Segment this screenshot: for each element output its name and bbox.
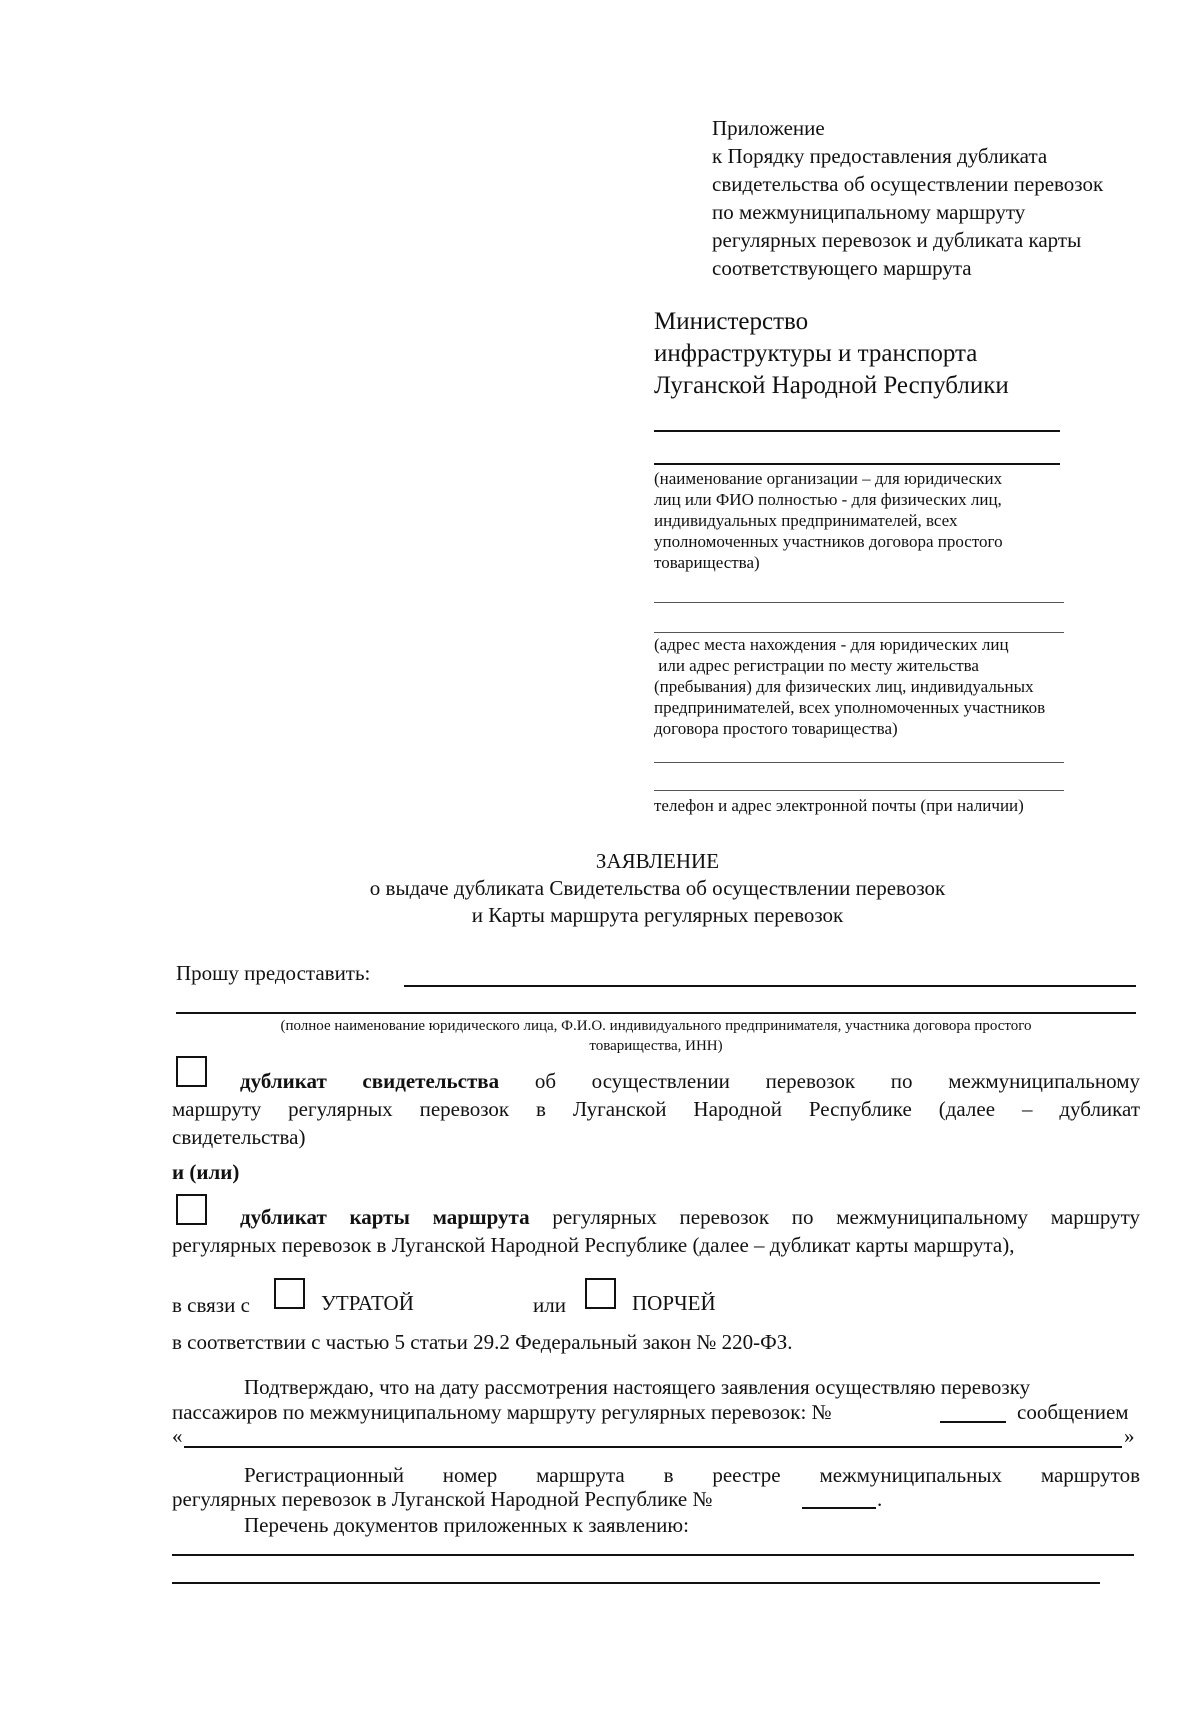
request-hint-line: (полное наименование юридического лица, Ф.И.О. индивидуального предпринимателя, участника договора простого	[280, 1018, 1032, 1034]
route-message-field[interactable]	[184, 1446, 1122, 1448]
statement-subtitle-line: о выдаче дубликата Свидетельства об осуществлении перевозок	[369, 876, 946, 900]
address-hint-line: (пребывания) для физических лиц, индивидуальных	[654, 677, 1034, 696]
annex-line: соответствующего маршрута	[712, 256, 972, 280]
annex-line: свидетельства об осуществлении перевозок	[712, 172, 1104, 196]
org-hint-line: индивидуальных предпринимателей, всех	[654, 511, 958, 530]
ministry-line: Луганской Народной Республики	[654, 372, 1009, 399]
address-line-2[interactable]	[654, 632, 1064, 633]
reg-line2-a: регулярных перевозок в Луганской Народной Республике №	[172, 1487, 713, 1511]
address-hint	[654, 634, 1045, 739]
org-hint	[654, 468, 1003, 573]
contact-hint: телефон и адрес электронной почты (при наличии)	[654, 796, 1024, 815]
annex-line: к Порядку предоставления дубликата	[712, 144, 1048, 168]
request-hint-line: товарищества, ИНН)	[589, 1038, 723, 1054]
org-hint-line: уполномоченных участников договора простого	[654, 532, 1003, 551]
reason-damage-label: ПОРЧЕЙ	[632, 1291, 716, 1315]
quote-close: »	[1124, 1424, 1135, 1448]
contact-line-1[interactable]	[654, 762, 1064, 763]
org-hint-line: товарищества)	[654, 553, 760, 572]
annex-line: регулярных перевозок и дубликата карты	[712, 228, 1082, 252]
ministry-line: инфраструктуры и транспорта	[654, 340, 978, 367]
reg-line2-b: .	[877, 1487, 883, 1511]
applicant-name-line-2[interactable]	[654, 463, 1060, 465]
reason-or-label: или	[533, 1293, 566, 1317]
annex-line: по межмуниципальному маршруту	[712, 200, 1026, 224]
ministry-line: Министерство	[654, 308, 809, 335]
docs-label: Перечень документов приложенных к заявлению:	[244, 1513, 689, 1537]
reason-loss-checkbox[interactable]	[274, 1278, 305, 1309]
request-hint	[176, 1016, 1136, 1056]
option2-rest: регулярных перевозок по межмуниципальному маршруту	[552, 1205, 1141, 1229]
option2-line1	[240, 1204, 1140, 1230]
docs-line-2[interactable]	[172, 1582, 1100, 1584]
request-label: Прошу предоставить:	[176, 961, 371, 985]
reason-damage-checkbox[interactable]	[585, 1278, 616, 1309]
org-hint-line: лиц или ФИО полностью - для физических лиц,	[654, 490, 1002, 509]
duplicate-route-map-checkbox[interactable]	[176, 1194, 207, 1225]
duplicate-certificate-checkbox[interactable]	[176, 1056, 207, 1087]
address-hint-line: предпринимателей, всех уполномоченных участников	[654, 698, 1046, 717]
confirm-line2-b: сообщением	[1017, 1400, 1129, 1424]
quote-open: «	[172, 1424, 183, 1448]
option2-bold: дубликат карты маршрута	[240, 1205, 530, 1229]
confirm-line1: Подтверждаю, что на дату рассмотрения настоящего заявления осуществляю перевозку	[244, 1375, 1031, 1399]
reason-loss-label: УТРАТОЙ	[321, 1291, 414, 1315]
contact-line-2[interactable]	[654, 790, 1064, 791]
request-line-2[interactable]	[176, 1012, 1136, 1014]
address-hint-line: договора простого товарищества)	[654, 719, 898, 738]
address-hint-line: (адрес места нахождения - для юридических лиц	[654, 635, 1009, 654]
statement-title: ЗАЯВЛЕНИЕ	[595, 849, 720, 873]
ministry-addressee	[654, 306, 1009, 402]
org-hint-line: (наименование организации – для юридических	[654, 469, 1003, 488]
annex-block	[712, 114, 1103, 282]
and-or-label: и (или)	[172, 1160, 240, 1184]
option1-line2: маршруту регулярных перевозок в Луганской Народной Республике (далее – дубликат	[172, 1097, 1140, 1121]
docs-line-1[interactable]	[172, 1554, 1134, 1556]
law-reference: в соответствии с частью 5 статьи 29.2 Федеральный закон № 220-ФЗ.	[172, 1330, 793, 1354]
applicant-name-line-1[interactable]	[654, 430, 1060, 432]
annex-line: Приложение	[712, 116, 825, 140]
option1-bold: дубликат свидетельства	[240, 1069, 500, 1093]
option1-line3: свидетельства)	[172, 1125, 306, 1149]
route-number-field[interactable]	[940, 1421, 1006, 1423]
registration-number-field[interactable]	[802, 1507, 876, 1509]
reason-prefix: в связи с	[172, 1293, 250, 1317]
request-line-1[interactable]	[404, 985, 1136, 987]
option1-line1	[240, 1068, 1140, 1094]
option2-line2: регулярных перевозок в Луганской Народной Республике (далее – дубликат карты маршрута),	[172, 1233, 1015, 1257]
reg-line1: Регистрационный номер маршрута в реестре межмуниципальных маршрутов	[244, 1463, 1140, 1487]
statement-subtitle-line: и Карты маршрута регулярных перевозок	[471, 903, 844, 927]
confirm-line2-a: пассажиров по межмуниципальному маршруту регулярных перевозок: №	[172, 1400, 832, 1424]
address-hint-line: или адрес регистрации по месту жительства	[654, 656, 979, 675]
option1-rest: об осуществлении перевозок по межмуниципальному	[534, 1069, 1140, 1093]
address-line-1[interactable]	[654, 602, 1064, 603]
